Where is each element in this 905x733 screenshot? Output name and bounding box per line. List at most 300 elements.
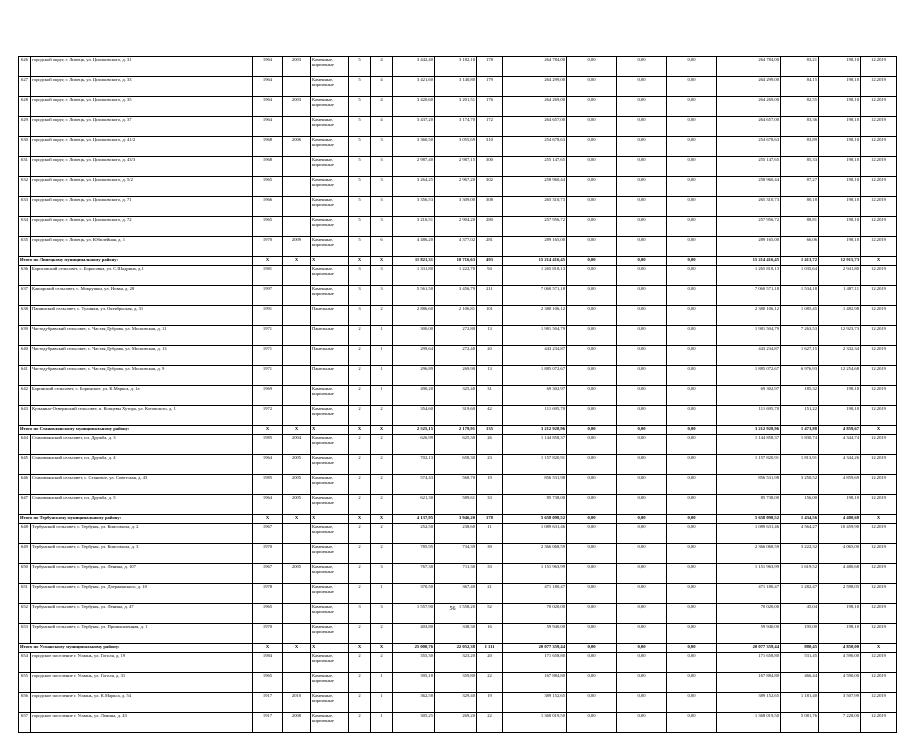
row-number: 634 bbox=[19, 217, 31, 237]
wall-material: Каменные, кирпичные bbox=[311, 197, 349, 217]
owners-funds: 85 738,00 bbox=[717, 495, 781, 515]
fund-local: 0,00 bbox=[667, 624, 717, 644]
year-repair bbox=[283, 524, 311, 544]
total-area: 490,20 bbox=[393, 386, 435, 406]
owners-funds: 856 531,98 bbox=[717, 475, 781, 495]
wall-material: Каменные, кирпичные bbox=[311, 177, 349, 197]
unit-cost: 1 413,72 bbox=[781, 257, 819, 266]
unit-cost-limit: 198,10 bbox=[819, 604, 861, 624]
unit-cost-limit: 4 590,00 bbox=[819, 653, 861, 673]
year-repair: 2005 bbox=[283, 564, 311, 584]
fund-federal: 0,00 bbox=[567, 544, 617, 564]
fund-regional: 0,00 bbox=[617, 426, 667, 435]
floors: 5 bbox=[349, 117, 371, 137]
fund-local: 0,00 bbox=[667, 604, 717, 624]
document-sheet bbox=[18, 56, 886, 733]
address: Частодубравский сельсовет, с. Частая Дубрава, ул. Московская, д. 11 bbox=[31, 326, 253, 346]
fund-federal: 0,00 bbox=[567, 693, 617, 713]
total-area: 11 821,31 bbox=[393, 257, 435, 266]
fund-regional: 0,00 bbox=[617, 386, 667, 406]
fund-regional: 0,00 bbox=[617, 157, 667, 177]
fund-local: 0,00 bbox=[667, 495, 717, 515]
fund-local: 0,00 bbox=[667, 435, 717, 455]
table-row bbox=[19, 544, 897, 564]
unit-cost: 1 282,47 bbox=[781, 584, 819, 604]
table-row bbox=[19, 326, 897, 346]
fund-regional: 0,00 bbox=[617, 257, 667, 266]
unit-cost-limit: 1 482,98 bbox=[819, 306, 861, 326]
wall-material: Каменные, кирпичные bbox=[311, 604, 349, 624]
residents: 302 bbox=[477, 177, 503, 197]
row-number: 637 bbox=[19, 286, 31, 306]
unit-cost-limit: 198,10 bbox=[819, 177, 861, 197]
fund-federal: 0,00 bbox=[567, 624, 617, 644]
fund-regional: 0,00 bbox=[617, 644, 667, 653]
unit-cost: 1 085,45 bbox=[781, 306, 819, 326]
entrances: 3 bbox=[371, 197, 393, 217]
address: Частодубравский сельсовет, с. Частая Дубрава, ул. Московская, д. 9 bbox=[31, 366, 253, 386]
floors: 2 bbox=[349, 544, 371, 564]
total-area: 3 437,20 bbox=[393, 117, 435, 137]
address: Борисовский сельсовет, с. Борисовка, ул. С.Шадрина, д.1 bbox=[31, 266, 253, 286]
wall-material: Каменные, кирпичные bbox=[311, 406, 349, 426]
total-area: 2 525,15 bbox=[393, 426, 435, 435]
housing-table bbox=[18, 56, 897, 733]
row-number: 627 bbox=[19, 77, 31, 97]
total-cost: 258 960,44 bbox=[503, 177, 567, 197]
year-built: 1917 bbox=[253, 713, 283, 733]
total-area: 300,00 bbox=[393, 326, 435, 346]
wall-material: X bbox=[311, 426, 349, 435]
total-area: 403,80 bbox=[393, 624, 435, 644]
fund-regional: 0,00 bbox=[617, 217, 667, 237]
total-area: 5 561,50 bbox=[393, 286, 435, 306]
entrances: 3 bbox=[371, 157, 393, 177]
wall-material: Каменные, кирпичные bbox=[311, 713, 349, 733]
residents: 178 bbox=[477, 57, 503, 77]
entrances: 2 bbox=[371, 524, 393, 544]
fund-local: 0,00 bbox=[667, 713, 717, 733]
plan-date: 12.2019 bbox=[861, 97, 897, 117]
unit-cost-limit: 4 344,74 bbox=[819, 435, 861, 455]
total-label: Итого по Липецкому муниципальному району: bbox=[19, 257, 253, 266]
owners-funds: 264 657,00 bbox=[717, 117, 781, 137]
plan-date: 12.2019 bbox=[861, 406, 897, 426]
year-repair bbox=[283, 673, 311, 693]
unit-cost-limit: 4 850,00 bbox=[819, 644, 861, 653]
row-number: 630 bbox=[19, 137, 31, 157]
total-cost: 3 212 928,96 bbox=[503, 426, 567, 435]
table-row bbox=[19, 713, 897, 733]
total-cost: 264 299,00 bbox=[503, 77, 567, 97]
owners-funds: 1 151 963,99 bbox=[717, 564, 781, 584]
table-row bbox=[19, 177, 897, 197]
fund-local: 0,00 bbox=[667, 524, 717, 544]
living-area: 1 222,70 bbox=[435, 266, 477, 286]
residents: 211 bbox=[477, 286, 503, 306]
year-built: 1997 bbox=[253, 286, 283, 306]
fund-regional: 0,00 bbox=[617, 137, 667, 157]
living-area: 367,40 bbox=[435, 584, 477, 604]
owners-funds: 1 157 820,91 bbox=[717, 455, 781, 475]
unit-cost-limit: 4 480,68 bbox=[819, 515, 861, 524]
row-number: 639 bbox=[19, 326, 31, 346]
total-cost: 15 214 416,45 bbox=[503, 257, 567, 266]
year-built: 1964 bbox=[253, 57, 283, 77]
fund-federal: 0,00 bbox=[567, 177, 617, 197]
fund-federal: 0,00 bbox=[567, 366, 617, 386]
unit-cost: 531,45 bbox=[781, 653, 819, 673]
floors: 3 bbox=[349, 286, 371, 306]
year-built: 1964 bbox=[253, 495, 283, 515]
owners-funds: 2 366 068,59 bbox=[717, 544, 781, 564]
fund-local: 0,00 bbox=[667, 346, 717, 366]
plan-date: 12.2019 bbox=[861, 564, 897, 584]
residents: 26 bbox=[477, 435, 503, 455]
row-number: 652 bbox=[19, 604, 31, 624]
plan-date: 12.2019 bbox=[861, 366, 897, 386]
plan-date: 12.2019 bbox=[861, 137, 897, 157]
total-cost: 7 060 571,18 bbox=[503, 286, 567, 306]
floors: 2 bbox=[349, 713, 371, 733]
unit-cost-limit: 4 344,26 bbox=[819, 455, 861, 475]
residents: 21 bbox=[477, 584, 503, 604]
entrances: 2 bbox=[371, 624, 393, 644]
fund-local: 0,00 bbox=[667, 57, 717, 77]
total-cost: 257 956,72 bbox=[503, 217, 567, 237]
fund-local: 0,00 bbox=[667, 564, 717, 584]
residents: 33 bbox=[477, 495, 503, 515]
fund-federal: 0,00 bbox=[567, 713, 617, 733]
fund-federal: 0,00 bbox=[567, 604, 617, 624]
total-cost: 111 695,70 bbox=[503, 406, 567, 426]
plan-date: 12.2019 bbox=[861, 673, 897, 693]
fund-regional: 0,00 bbox=[617, 177, 667, 197]
wall-material: Каменные, кирпичные bbox=[311, 97, 349, 117]
total-cost: 289 165,00 bbox=[503, 237, 567, 257]
total-cost: 59 940,00 bbox=[503, 624, 567, 644]
year-built: X bbox=[253, 426, 283, 435]
plan-date: 12.2019 bbox=[861, 653, 897, 673]
year-built: X bbox=[253, 515, 283, 524]
floors: 2 bbox=[349, 475, 371, 495]
fund-federal: 0,00 bbox=[567, 564, 617, 584]
living-area: 338,30 bbox=[435, 624, 477, 644]
year-built: 1965 bbox=[253, 177, 283, 197]
total-area: 299,64 bbox=[393, 346, 435, 366]
row-number: 648 bbox=[19, 524, 31, 544]
plan-date: 12.2019 bbox=[861, 713, 897, 733]
fund-regional: 0,00 bbox=[617, 117, 667, 137]
wall-material: Каменные, кирпичные bbox=[311, 57, 349, 77]
year-built: 1972 bbox=[253, 406, 283, 426]
fund-regional: 0,00 bbox=[617, 435, 667, 455]
plan-date: 12.2019 bbox=[861, 237, 897, 257]
residents: 11 bbox=[477, 524, 503, 544]
total-cost: 5 658 098,52 bbox=[503, 515, 567, 524]
table-row bbox=[19, 286, 897, 306]
living-area: 1 558,20 bbox=[435, 604, 477, 624]
wall-material: Каменные, кирпичные bbox=[311, 217, 349, 237]
residents: 493 bbox=[477, 257, 503, 266]
plan-date: 12.2019 bbox=[861, 435, 897, 455]
year-built: 1981 bbox=[253, 266, 283, 286]
year-built: 1978 bbox=[253, 584, 283, 604]
fund-federal: 0,00 bbox=[567, 117, 617, 137]
floors: X bbox=[349, 644, 371, 653]
plan-date: 12.2019 bbox=[861, 544, 897, 564]
fund-local: 0,00 bbox=[667, 77, 717, 97]
residents: 281 bbox=[477, 237, 503, 257]
plan-date: 12.2019 bbox=[861, 386, 897, 406]
unit-cost-limit: 198,10 bbox=[819, 406, 861, 426]
wall-material: Каменные, кирпичные bbox=[311, 524, 349, 544]
residents: 19 bbox=[477, 693, 503, 713]
unit-cost: 88,81 bbox=[781, 217, 819, 237]
fund-federal: 0,00 bbox=[567, 77, 617, 97]
year-built: 1968 bbox=[253, 157, 283, 177]
row-number: 631 bbox=[19, 157, 31, 177]
unit-cost-limit: 198,10 bbox=[819, 97, 861, 117]
wall-material: X bbox=[311, 515, 349, 524]
year-built: 1969 bbox=[253, 386, 283, 406]
floors: 5 bbox=[349, 177, 371, 197]
address: городской округ, г. Липецк, ул. Циолковского, д. 41/2 bbox=[31, 137, 253, 157]
floors: 3 bbox=[349, 604, 371, 624]
year-built: 1964 bbox=[253, 117, 283, 137]
living-area: 711,30 bbox=[435, 564, 477, 584]
unit-cost-limit: 4 859,69 bbox=[819, 475, 861, 495]
fund-local: 0,00 bbox=[667, 693, 717, 713]
wall-material: Каменные, кирпичные bbox=[311, 455, 349, 475]
plan-date: 12.2019 bbox=[861, 217, 897, 237]
year-built: 1965 bbox=[253, 217, 283, 237]
row-number: 633 bbox=[19, 197, 31, 217]
fund-local: 0,00 bbox=[667, 286, 717, 306]
address: Становлянский сельсовет, пл. Дружба, д. 3 bbox=[31, 435, 253, 455]
owners-funds: 171 658,80 bbox=[717, 653, 781, 673]
total-area: 3 216,51 bbox=[393, 217, 435, 237]
owners-funds: 1 144 858,37 bbox=[717, 435, 781, 455]
residents: 172 bbox=[477, 117, 503, 137]
year-repair bbox=[283, 157, 311, 177]
year-built: 1970 bbox=[253, 624, 283, 644]
floors: 2 bbox=[349, 435, 371, 455]
fund-regional: 0,00 bbox=[617, 475, 667, 495]
fund-federal: 0,00 bbox=[567, 57, 617, 77]
living-area: 10 716,63 bbox=[435, 257, 477, 266]
total-area: 252,50 bbox=[393, 524, 435, 544]
table-row bbox=[19, 77, 897, 97]
living-area: 325,40 bbox=[435, 386, 477, 406]
table-row bbox=[19, 157, 897, 177]
plan-date: 12.2019 bbox=[861, 495, 897, 515]
owners-funds: 254 678,63 bbox=[717, 137, 781, 157]
total-area: 702,13 bbox=[393, 455, 435, 475]
total-area: 626,99 bbox=[393, 435, 435, 455]
year-built: 1967 bbox=[253, 564, 283, 584]
fund-local: 0,00 bbox=[667, 326, 717, 346]
residents: 135 bbox=[477, 426, 503, 435]
row-number: 643 bbox=[19, 406, 31, 426]
entrances: 4 bbox=[371, 57, 393, 77]
fund-local: 0,00 bbox=[667, 653, 717, 673]
table-row bbox=[19, 366, 897, 386]
floors: 5 bbox=[349, 137, 371, 157]
year-built: 1971 bbox=[253, 366, 283, 386]
unit-cost: 3 222,32 bbox=[781, 544, 819, 564]
plan-date: 12.2019 bbox=[861, 326, 897, 346]
total-area: 4 486,20 bbox=[393, 237, 435, 257]
total-cost: 264 784,00 bbox=[503, 57, 567, 77]
year-built: 1971 bbox=[253, 326, 283, 346]
year-repair bbox=[283, 386, 311, 406]
year-repair bbox=[283, 117, 311, 137]
fund-local: 0,00 bbox=[667, 197, 717, 217]
living-area: 4 377,02 bbox=[435, 237, 477, 257]
unit-cost: 1 434,56 bbox=[781, 515, 819, 524]
address: городское поселение г. Усмань, ул. К.Маркса, д. 54 bbox=[31, 693, 253, 713]
table-row bbox=[19, 266, 897, 286]
fund-local: 0,00 bbox=[667, 257, 717, 266]
address: городской округ, г. Липецк, ул. Циолковского, д. 5/2 bbox=[31, 177, 253, 197]
fund-federal: 0,00 bbox=[567, 157, 617, 177]
owners-funds: 7 060 571,18 bbox=[717, 286, 781, 306]
fund-federal: 0,00 bbox=[567, 346, 617, 366]
fund-regional: 0,00 bbox=[617, 197, 667, 217]
address: городской округ, г. Липецк, ул. Циолковского, д. 31 bbox=[31, 57, 253, 77]
table-row bbox=[19, 455, 897, 475]
year-repair: 2003 bbox=[283, 97, 311, 117]
residents: 16 bbox=[477, 624, 503, 644]
year-built: 1984 bbox=[253, 653, 283, 673]
address: Пашинский сельсовет, с. Тулинки, ул. Октябрьская, д. 31 bbox=[31, 306, 253, 326]
fund-federal: 0,00 bbox=[567, 326, 617, 346]
plan-date: 12.2019 bbox=[861, 524, 897, 544]
year-repair bbox=[283, 406, 311, 426]
fund-regional: 0,00 bbox=[617, 306, 667, 326]
unit-cost-limit: 3 507,99 bbox=[819, 693, 861, 713]
floors: 2 bbox=[349, 455, 371, 475]
plan-date: 12.2019 bbox=[861, 584, 897, 604]
table-row bbox=[19, 137, 897, 157]
year-built: 1970 bbox=[253, 544, 283, 564]
wall-material: Каменные, кирпичные bbox=[311, 237, 349, 257]
wall-material: Каменные, кирпичные bbox=[311, 653, 349, 673]
year-built: 1967 bbox=[253, 524, 283, 544]
total-area: 2 987,40 bbox=[393, 157, 435, 177]
wall-material: Каменные, кирпичные bbox=[311, 693, 349, 713]
fund-federal: 0,00 bbox=[567, 197, 617, 217]
address: Кузьмино-Отвержский сельсовет, п. Копцевы Хутора, ул. Котовского, д. 1 bbox=[31, 406, 253, 426]
total-cost: 443 234,87 bbox=[503, 346, 567, 366]
row-number: 640 bbox=[19, 346, 31, 366]
total-label: Итого по Тербунскому муниципальному району: bbox=[19, 515, 253, 524]
total-cost: 1 151 963,99 bbox=[503, 564, 567, 584]
total-cost: 255 147,65 bbox=[503, 157, 567, 177]
fund-federal: 0,00 bbox=[567, 237, 617, 257]
table-row bbox=[19, 475, 897, 495]
living-area: 3 182,10 bbox=[435, 57, 477, 77]
plan-date: X bbox=[861, 257, 897, 266]
unit-cost: 1 619,52 bbox=[781, 564, 819, 584]
fund-regional: 0,00 bbox=[617, 266, 667, 286]
total-area: 370,50 bbox=[393, 584, 435, 604]
living-area: 3 456,79 bbox=[435, 286, 477, 306]
total-area: 362,58 bbox=[393, 693, 435, 713]
unit-cost: 80,18 bbox=[781, 197, 819, 217]
total-area: 3 442,40 bbox=[393, 57, 435, 77]
row-number: 641 bbox=[19, 366, 31, 386]
unit-cost: 7 263,53 bbox=[781, 326, 819, 346]
address: городской округ, г. Липецк, ул. Юбилейная, д. 1 bbox=[31, 237, 253, 257]
table-row bbox=[19, 624, 897, 644]
wall-material: X bbox=[311, 644, 349, 653]
living-area: 734,39 bbox=[435, 544, 477, 564]
residents: 178 bbox=[477, 515, 503, 524]
living-area: 323,20 bbox=[435, 653, 477, 673]
residents: 23 bbox=[477, 455, 503, 475]
living-area: 589,61 bbox=[435, 495, 477, 515]
floors: 2 bbox=[349, 346, 371, 366]
total-area: 4 137,95 bbox=[393, 515, 435, 524]
entrances: 2 bbox=[371, 544, 393, 564]
residents: 300 bbox=[477, 157, 503, 177]
total-cost: 389 152,65 bbox=[503, 693, 567, 713]
plan-date: 12.2019 bbox=[861, 286, 897, 306]
plan-date: 12.2019 bbox=[861, 177, 897, 197]
unit-cost: 4 564,27 bbox=[781, 524, 819, 544]
year-repair: 2003 bbox=[283, 57, 311, 77]
year-repair bbox=[283, 177, 311, 197]
fund-local: 0,00 bbox=[667, 426, 717, 435]
residents: 94 bbox=[477, 266, 503, 286]
unit-cost: 1 813,91 bbox=[781, 455, 819, 475]
total-row bbox=[19, 515, 897, 524]
table-row bbox=[19, 435, 897, 455]
plan-date: 12.2019 bbox=[861, 455, 897, 475]
year-repair bbox=[283, 217, 311, 237]
unit-cost-limit: 4 859,67 bbox=[819, 426, 861, 435]
fund-local: 0,00 bbox=[667, 237, 717, 257]
residents: 22 bbox=[477, 713, 503, 733]
fund-federal: 0,00 bbox=[567, 455, 617, 475]
living-area: 2 904,20 bbox=[435, 217, 477, 237]
address: Боринский сельсовет, с. Боринское, ул. К.Маркса, д. 1а bbox=[31, 386, 253, 406]
table-row bbox=[19, 693, 897, 713]
fund-regional: 0,00 bbox=[617, 544, 667, 564]
fund-federal: 0,00 bbox=[567, 306, 617, 326]
owners-funds: 167 884,80 bbox=[717, 673, 781, 693]
fund-federal: 0,00 bbox=[567, 426, 617, 435]
residents: 13 bbox=[477, 366, 503, 386]
unit-cost: 185,32 bbox=[781, 386, 819, 406]
owners-funds: 111 695,70 bbox=[717, 406, 781, 426]
unit-cost-limit: 198,10 bbox=[819, 624, 861, 644]
total-cost: 171 658,80 bbox=[503, 653, 567, 673]
year-built: 1985 bbox=[253, 475, 283, 495]
table-row bbox=[19, 237, 897, 257]
entrances: 4 bbox=[371, 97, 393, 117]
floors: X bbox=[349, 257, 371, 266]
table-row bbox=[19, 57, 897, 77]
address: Тербунский сельсовет, с. Тербуны, ул. Комсомола, д. 2 bbox=[31, 524, 253, 544]
fund-federal: 0,00 bbox=[567, 266, 617, 286]
row-number: 632 bbox=[19, 177, 31, 197]
owners-funds: 69 302,97 bbox=[717, 386, 781, 406]
total-cost: 2 366 068,59 bbox=[503, 544, 567, 564]
entrances: 3 bbox=[371, 217, 393, 237]
